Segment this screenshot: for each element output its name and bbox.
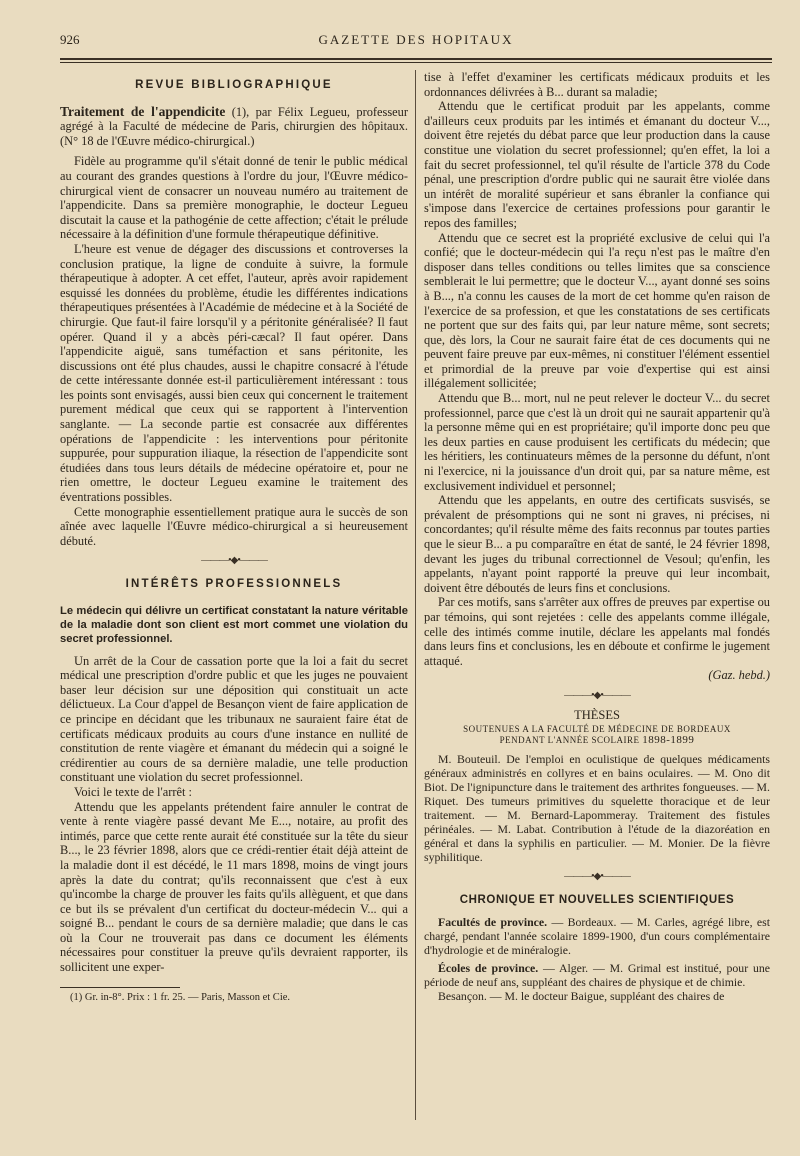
left-column	[60, 70, 408, 1005]
article-paragraph-2: Voici le texte de l'arrêt :	[74, 784, 192, 799]
theses-subtitle-2	[424, 735, 770, 746]
page-number: 926	[60, 32, 80, 47]
column-divider	[415, 70, 416, 1120]
besancon-item: Besançon. — M. le docteur Baigue, suppléant des chaires de	[438, 989, 725, 1004]
review-paragraph-1: Fidèle au programme qu'il s'était donné de tenir le public médical au courant des grandes questions à l'ordre du jour, l'Œuvre médico-chirurgical vient de consacrer un nouveau numéro au traitement de l'appendicite. Dans sa première monographie, le docteur Legueu discutait la cause et la pathogénie de cette affection; c'était le prélude nécessaire à la définition d'une formule thérapeutique définitive.	[60, 154, 408, 242]
header-rule	[60, 58, 772, 60]
theses-title: THÈSES	[574, 707, 620, 722]
facultes-item	[424, 915, 770, 957]
article-headline: Le médecin qui délivre un certificat constatant la nature véritable de la maladie dont son client est mort commet une violation du secret professionnel.	[60, 604, 408, 645]
review-paragraph-3: Cette monographie essentiellement pratique aura le succès de son aînée avec laquelle l'Œuvre médico-chirurgical a si heureusement débuté.	[60, 504, 408, 548]
arret-paragraph-3: Attendu que ce secret est la propriété exclusive de celui qui l'a confié; que le docteur-médecin qui l'a reçu n'est pas le maître d'en disposer dans telles conditions ou telles limites que sa conscience semblerait le lui permettre; que le docteur V..., ayant donné ses soins à B..., n'a connu les causes de la mort de cet homme qu'en raison de l'exercice de sa profession, et que les constatations de ses certificats ne portent que sur des faits qui, par leur nature même, sont secrets; que, dès lors, la Cour ne saurait faire état de ces documents qui ne peuvent faire preuve par eux-mêmes, ni constituer l'élément essentiel et primordial de la preuve par voie d'expertise qui est ainsi illégalement sollicitée;	[424, 230, 770, 391]
facultes-label: Facultés de province.	[438, 915, 548, 930]
article-paragraph-3: Attendu que les appelants prétendent faire annuler le contrat de vente à rente viagère passé devant Me E..., notaire, au profit des intimés, parce que cette rente aurait été constituée sur la tête du sieur B..., le 23 février 1898, alors que ce crédi-rentier était déjà atteint de la maladie dont il est décédé, le 11 mars 1898, moins de vingt jours après la date du contrat; qu'ils reconnaissent que c'est à eux qu'incombe la charge de prouver les faits qu'ils allèguent, et que dans ce but ils se prévalent d'un certificat du docteur-médecin V... qui a soigné B... pendant le cours de sa dernière maladie; que dans le cas où la Cour ne trouverait pas dans ce document les éléments nécessaires pour constituer la preuve qu'ils devraient rapporter, ils sollicitent une exper-	[60, 799, 408, 975]
review-paragraph-2: L'heure est venue de dégager des discussions et controverses la conclusion pratique, la ligne de conduite à suivre, la formule thérapeutique à adopter. A cet effet, l'auteur, après avoir rapidement esquissé les données du problème, étudie les différentes indications thérapeutiques présentées à l'Académie de médecine et à la Société de chirurgie. Que faut-il faire lorsqu'il y a péritonite généralisée? Il faut opérer. Quand il y a abcès péri-cæcal? Il faut opérer. Dans l'appendicite aiguë, sans tuméfaction et sans péritonite, les discussions ont été plus chaudes, aussi le chapitre consacré à l'étude de cette intéressante donnée est-il particulièrement intéressant : tous les points sont envisagés, aussi bien ceux qui concernent le traitement purement médical que ceux qui se rapportent à l'intervention sanglante. — La seconde partie est consacrée aux différentes opérations de l'appendicite : les interventions pour péritonite suppurée, pour suppuration iliaque, la résection de l'appendicite sont étudiées dans tous leurs détails de médecine opératoire et, pour ne rien omettre, le docteur Legueu examine le traitement des éventrations possibles.	[60, 241, 408, 505]
section-title-revue: REVUE BIBLIOGRAPHIQUE	[135, 79, 333, 91]
theses-list: M. Bouteuil. De l'emploi en oculistique de quelques médicaments généraux administrés en collyres et en bains oculaires. — M. Ono dit Biot. De l'ignipuncture dans le traitement des arthrites fongueuses. — M. Riquet. Des tumeurs primitives du squelette thoracique et de leur traitement. — M. Bernard-Lapommeray. Traitement des fistules périnéales. — M. Labat. Contribution à l'étude de la diazoréation en général et dans la syphilis en particulier. — M. Monier. De la fièvre syphilitique.	[424, 752, 770, 865]
footnote: (1) Gr. in-8°. Prix : 1 fr. 25. — Paris, Masson et Cie.	[70, 991, 291, 1003]
ecoles-item	[424, 961, 770, 989]
ecoles-text: — Alger. — M. Grimal est institué, pour une période de neuf ans, suppléant des chaires de physique et de chimie.	[424, 961, 770, 990]
arret-paragraph-1: tise à l'effet d'examiner les certificats médicaux produits et les ordonnances délivrées à B... durant sa maladie;	[424, 70, 770, 99]
arret-paragraph-6: Par ces motifs, sans s'arrêter aux offres de preuves par expertise ou par témoins, qui sont rejetées : celle des appelants comme illégale, celle des intimés comme inutile, déclare les appelants mal fondés dans leurs fins et conclusions, les en déboute et confirme le jugement attaqué.	[424, 595, 770, 668]
review-lead-rest: (1), par Félix Legueu, professeur agrégé à la Faculté de médecine de Paris, chirurgien des hôpitaux. (N° 18 de l'Œuvre médico-chirurgical.)	[60, 104, 408, 148]
page-header	[60, 30, 772, 54]
theses-subtitle-2-text: PENDANT L'ANNÉE SCOLAIRE	[499, 735, 640, 746]
theses-year: 1898-1899	[642, 734, 695, 747]
header-rule-thin	[60, 62, 772, 63]
arret-paragraph-2: Attendu que le certificat produit par les appelants, comme d'ailleurs ceux produits par les intimés et émanant du docteur V..., doivent être rejetés du débat parce que leur production dans la cause constitue une violation du secret professionnel; qu'en effet, la loi a fait du secret professionnel, tel qu'il résulte de l'article 378 du Code pénal, une prescription d'ordre public qui ne saurait être violée dans un intérêt de moralité supérieur et sans ébranler la confiance qui s'impose dans l'exercice de certaines professions pour garantir le repos des familles;	[424, 99, 770, 230]
review-title: Traitement de l'appendicite	[60, 103, 226, 119]
right-column	[424, 70, 770, 1003]
divider-ornament-2: ———•◆•———	[564, 689, 630, 701]
review-lead	[60, 105, 408, 149]
article-paragraph-1: Un arrêt de la Cour de cassation porte que la loi a fait du secret médical une prescription d'ordre public et que les juges ne pouvaient baser leur décision sur une déposition qui constituait un acte délictueux. La Cour d'appel de Besançon vient de faire application de ce principe en décidant que les tribunaux ne sauraient faire état de certificats médicaux produits au cours d'une instance en nullité de constitution de rente viagère et émanant du médecin qui a soigné le crédirentier au cours de sa dernière maladie, une telle production constituant une violation du secret professionnel.	[60, 653, 408, 785]
facultes-text: — Bordeaux. — M. Carles, agrégé libre, est chargé, pendant l'année scolaire 1899-1900, d'un cours complémentaire d'hydrologie et de minéralogie.	[424, 915, 770, 958]
arret-paragraph-5: Attendu que les appelants, en outre des certificats susvisés, se prévalent de présomptions qui ne sont ni graves, ni précises, ni concordantes; qu'il résulte même des faits reconnus par toutes parties que le sieur B... a pu comparaître en état de santé, le 24 février 1898, devant les juges du tribunal correctionnel de Vesoul; qu'enfin, les appelants, n'ayant point rapporté la preuve qui leur incombait, doivent être déboutés de leurs fins et conclusions.	[424, 493, 770, 595]
running-title: GAZETTE DES HOPITAUX	[318, 32, 514, 47]
arret-paragraph-4: Attendu que B... mort, nul ne peut relever le docteur V... du secret professionnel, parce que c'est là un droit qui ne saurait appartenir qu'à la personne même qui en est propriétaire; qu'il importe donc peu que les deux parties en cause produisent les certificats du médecin; que les héritiers, les continuateurs mêmes de la personne du défunt, n'ont ni l'exercice, ni la jouissance d'un droit qui, par sa nature même, est exclusivement individuel et personnel;	[424, 391, 770, 493]
source-citation: (Gaz. hebd.)	[708, 668, 770, 683]
ecoles-label: Écoles de province.	[438, 961, 539, 976]
theses-subtitle-1: SOUTENUES A LA FACULTÉ DE MÉDECINE DE BORDEAUX	[463, 724, 731, 735]
chronique-title: CHRONIQUE ET NOUVELLES SCIENTIFIQUES	[459, 893, 735, 906]
section-title-interets: INTÉRÊTS PROFESSIONNELS	[125, 578, 343, 590]
divider-ornament-3: ———•◆•———	[564, 871, 630, 883]
footnote-rule	[60, 987, 180, 988]
divider-ornament: ———•◆•———	[201, 555, 267, 567]
